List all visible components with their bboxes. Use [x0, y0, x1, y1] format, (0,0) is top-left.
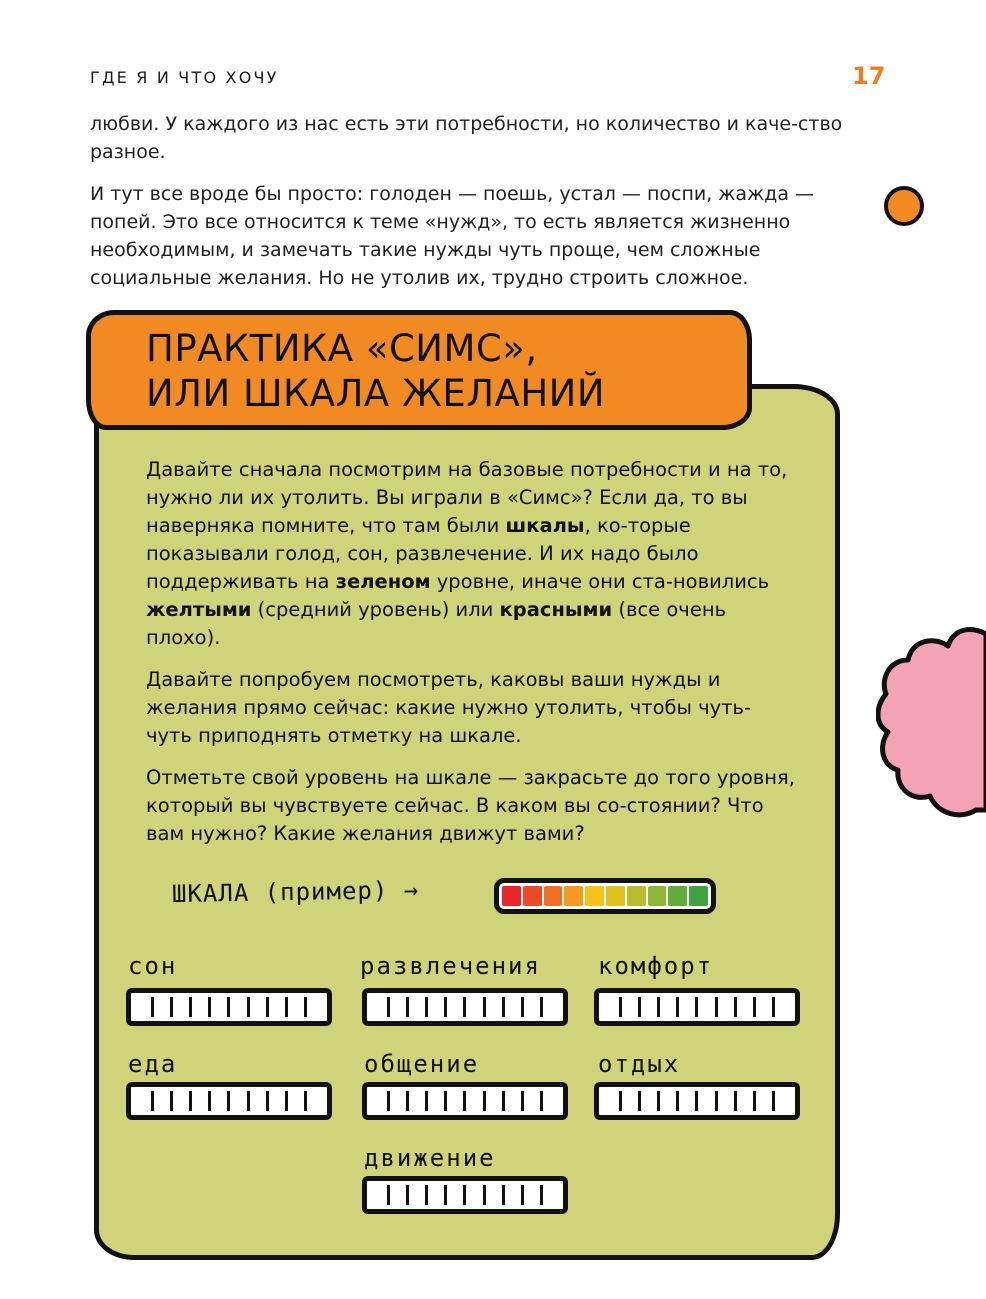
scale-cell[interactable] — [409, 997, 428, 1017]
scale-cell[interactable] — [505, 997, 524, 1017]
pink-flower-decoration — [876, 620, 986, 840]
scale-cell[interactable] — [660, 1091, 679, 1111]
example-scale-label: ШКАЛА (пример) → — [171, 875, 420, 909]
scale-cell[interactable] — [679, 1091, 698, 1111]
scale-cell[interactable] — [622, 997, 641, 1017]
scale-cell[interactable] — [524, 1091, 543, 1111]
scale-cell[interactable] — [603, 1091, 622, 1111]
scale-cell[interactable] — [307, 1091, 323, 1111]
orange-dot-decoration — [884, 186, 924, 226]
title-line-2: ИЛИ ШКАЛА ЖЕЛАНИЙ — [146, 372, 606, 415]
scale-cell[interactable] — [486, 997, 505, 1017]
scale-cell[interactable] — [250, 997, 269, 1017]
scale-cell[interactable] — [409, 1091, 428, 1111]
scale-cell[interactable] — [230, 997, 249, 1017]
scale-cell[interactable] — [775, 997, 791, 1017]
scale-label-sleep: сон — [128, 952, 178, 980]
title-line-1: ПРАКТИКА «СИМС», — [146, 327, 538, 370]
scale-cell[interactable] — [154, 1091, 173, 1111]
scale-label-rest: отдых — [598, 1050, 681, 1078]
page-number: 17 — [852, 62, 886, 90]
scale-cell[interactable] — [192, 997, 211, 1017]
scale-cell[interactable] — [428, 1185, 447, 1205]
scale-cell[interactable] — [428, 1091, 447, 1111]
scale-cell[interactable] — [718, 1091, 737, 1111]
example-scale-cell — [544, 886, 563, 906]
scale-cell[interactable] — [641, 1091, 660, 1111]
example-scale-cell — [627, 886, 646, 906]
scale-cell[interactable] — [756, 1091, 775, 1111]
scale-cell[interactable] — [737, 997, 756, 1017]
scale-cell[interactable] — [269, 1091, 288, 1111]
intro-text — [90, 110, 860, 306]
scale-cell[interactable] — [718, 997, 737, 1017]
scale-cell[interactable] — [409, 1185, 428, 1205]
example-scale-cell — [523, 886, 542, 906]
intro-paragraph-2: И тут все вроде бы просто: голоден — поешь, устал — поспи, жажда — попей. Это все относится к теме «нужд», то есть является жизненно необходимым, и замечать такие нужды чуть проще, чем сложные социальные желания. Но не утолив их, трудно строить сложное. — [90, 183, 815, 289]
example-scale-cell — [689, 886, 708, 906]
example-scale-cell — [606, 886, 625, 906]
practice-paragraph-3: Отметьте свой уровень на шкале — закрасьте до того уровня, который вы чувствуете сейчас. В каком вы со-стоянии? Что вам нужно? Какие желания движут вами? — [146, 766, 795, 845]
scale-bar-entertainment[interactable] — [362, 988, 568, 1026]
scale-cell[interactable] — [269, 997, 288, 1017]
scale-label-comfort: комфорт — [598, 952, 714, 980]
scale-cell[interactable] — [756, 997, 775, 1017]
scale-cell[interactable] — [428, 997, 447, 1017]
scale-cell[interactable] — [486, 1185, 505, 1205]
example-scale-cell — [564, 886, 583, 906]
scale-bar-comfort[interactable] — [594, 988, 800, 1026]
example-scale-bar — [494, 878, 716, 914]
scale-cell[interactable] — [135, 1091, 154, 1111]
scale-cell[interactable] — [486, 1091, 505, 1111]
scale-cell[interactable] — [230, 1091, 249, 1111]
scale-cell[interactable] — [543, 1091, 559, 1111]
scale-label-food: еда — [128, 1050, 178, 1078]
scale-cell[interactable] — [466, 1185, 485, 1205]
scale-cell[interactable] — [154, 997, 173, 1017]
scale-cell[interactable] — [135, 997, 154, 1017]
scale-cell[interactable] — [447, 1091, 466, 1111]
scale-bar-sleep[interactable] — [126, 988, 332, 1026]
practice-title — [146, 326, 605, 416]
scale-cell[interactable] — [466, 1091, 485, 1111]
scale-cell[interactable] — [211, 1091, 230, 1111]
scale-cell[interactable] — [698, 997, 717, 1017]
practice-body — [146, 456, 796, 862]
scale-cell[interactable] — [371, 997, 390, 1017]
example-scale-cell — [648, 886, 667, 906]
scale-cell[interactable] — [173, 1091, 192, 1111]
example-scale-cell — [585, 886, 604, 906]
scale-cell[interactable] — [447, 1185, 466, 1205]
scale-cell[interactable] — [775, 1091, 791, 1111]
intro-paragraph-1: любви. У каждого из нас есть эти потребности, но количество и каче-ство разное. — [90, 113, 843, 163]
scale-cell[interactable] — [698, 1091, 717, 1111]
scale-label-entertainment: развлечения — [360, 952, 541, 980]
scale-cell[interactable] — [524, 1185, 543, 1205]
scale-cell[interactable] — [603, 997, 622, 1017]
scale-cell[interactable] — [288, 1091, 307, 1111]
scale-bar-rest[interactable] — [594, 1082, 800, 1120]
example-scale-cell — [502, 886, 521, 906]
scale-cell[interactable] — [466, 997, 485, 1017]
scale-cell[interactable] — [505, 1091, 524, 1111]
scale-cell[interactable] — [192, 1091, 211, 1111]
scale-cell[interactable] — [390, 997, 409, 1017]
practice-paragraph-1: Давайте сначала посмотрим на базовые потребности и на то, нужно ли их утолить. Вы играли в «Симс»? Если да, то вы наверняка помните, что там были шкалы, ко-торые показывали голод, сон, развлечение. И их надо было поддерживать на зеленом уровне, иначе они ста-новились желтыми (средний уровень) или красными (все очень плохо). — [146, 458, 788, 649]
scale-cell[interactable] — [390, 1091, 409, 1111]
scale-cell[interactable] — [250, 1091, 269, 1111]
scale-cell[interactable] — [660, 997, 679, 1017]
scale-label-communication: общение — [364, 1050, 480, 1078]
scale-cell[interactable] — [641, 997, 660, 1017]
scale-cell[interactable] — [622, 1091, 641, 1111]
scale-cell[interactable] — [505, 1185, 524, 1205]
example-scale-cell — [668, 886, 687, 906]
practice-paragraph-2: Давайте попробуем посмотреть, каковы ваши нужды и желания прямо сейчас: какие нужно утолить, чтобы чуть-чуть приподнять отметку на шкале. — [146, 668, 752, 747]
scale-cell[interactable] — [211, 997, 230, 1017]
running-head: ГДЕ Я И ЧТО ХОЧУ — [90, 68, 279, 87]
scale-cell[interactable] — [679, 997, 698, 1017]
scale-cell[interactable] — [173, 997, 192, 1017]
scale-bar-communication[interactable] — [362, 1082, 568, 1120]
scale-cell[interactable] — [307, 997, 323, 1017]
scale-bar-movement[interactable] — [362, 1176, 568, 1214]
scale-cell[interactable] — [524, 997, 543, 1017]
scale-cell[interactable] — [543, 997, 559, 1017]
scale-cell[interactable] — [371, 1185, 390, 1205]
scale-cell[interactable] — [447, 997, 466, 1017]
scale-cell[interactable] — [390, 1185, 409, 1205]
scale-label-movement: движение — [364, 1144, 496, 1172]
scale-bar-food[interactable] — [126, 1082, 332, 1120]
scale-cell[interactable] — [543, 1185, 559, 1205]
scale-cell[interactable] — [737, 1091, 756, 1111]
scale-cell[interactable] — [288, 997, 307, 1017]
scale-cell[interactable] — [371, 1091, 390, 1111]
